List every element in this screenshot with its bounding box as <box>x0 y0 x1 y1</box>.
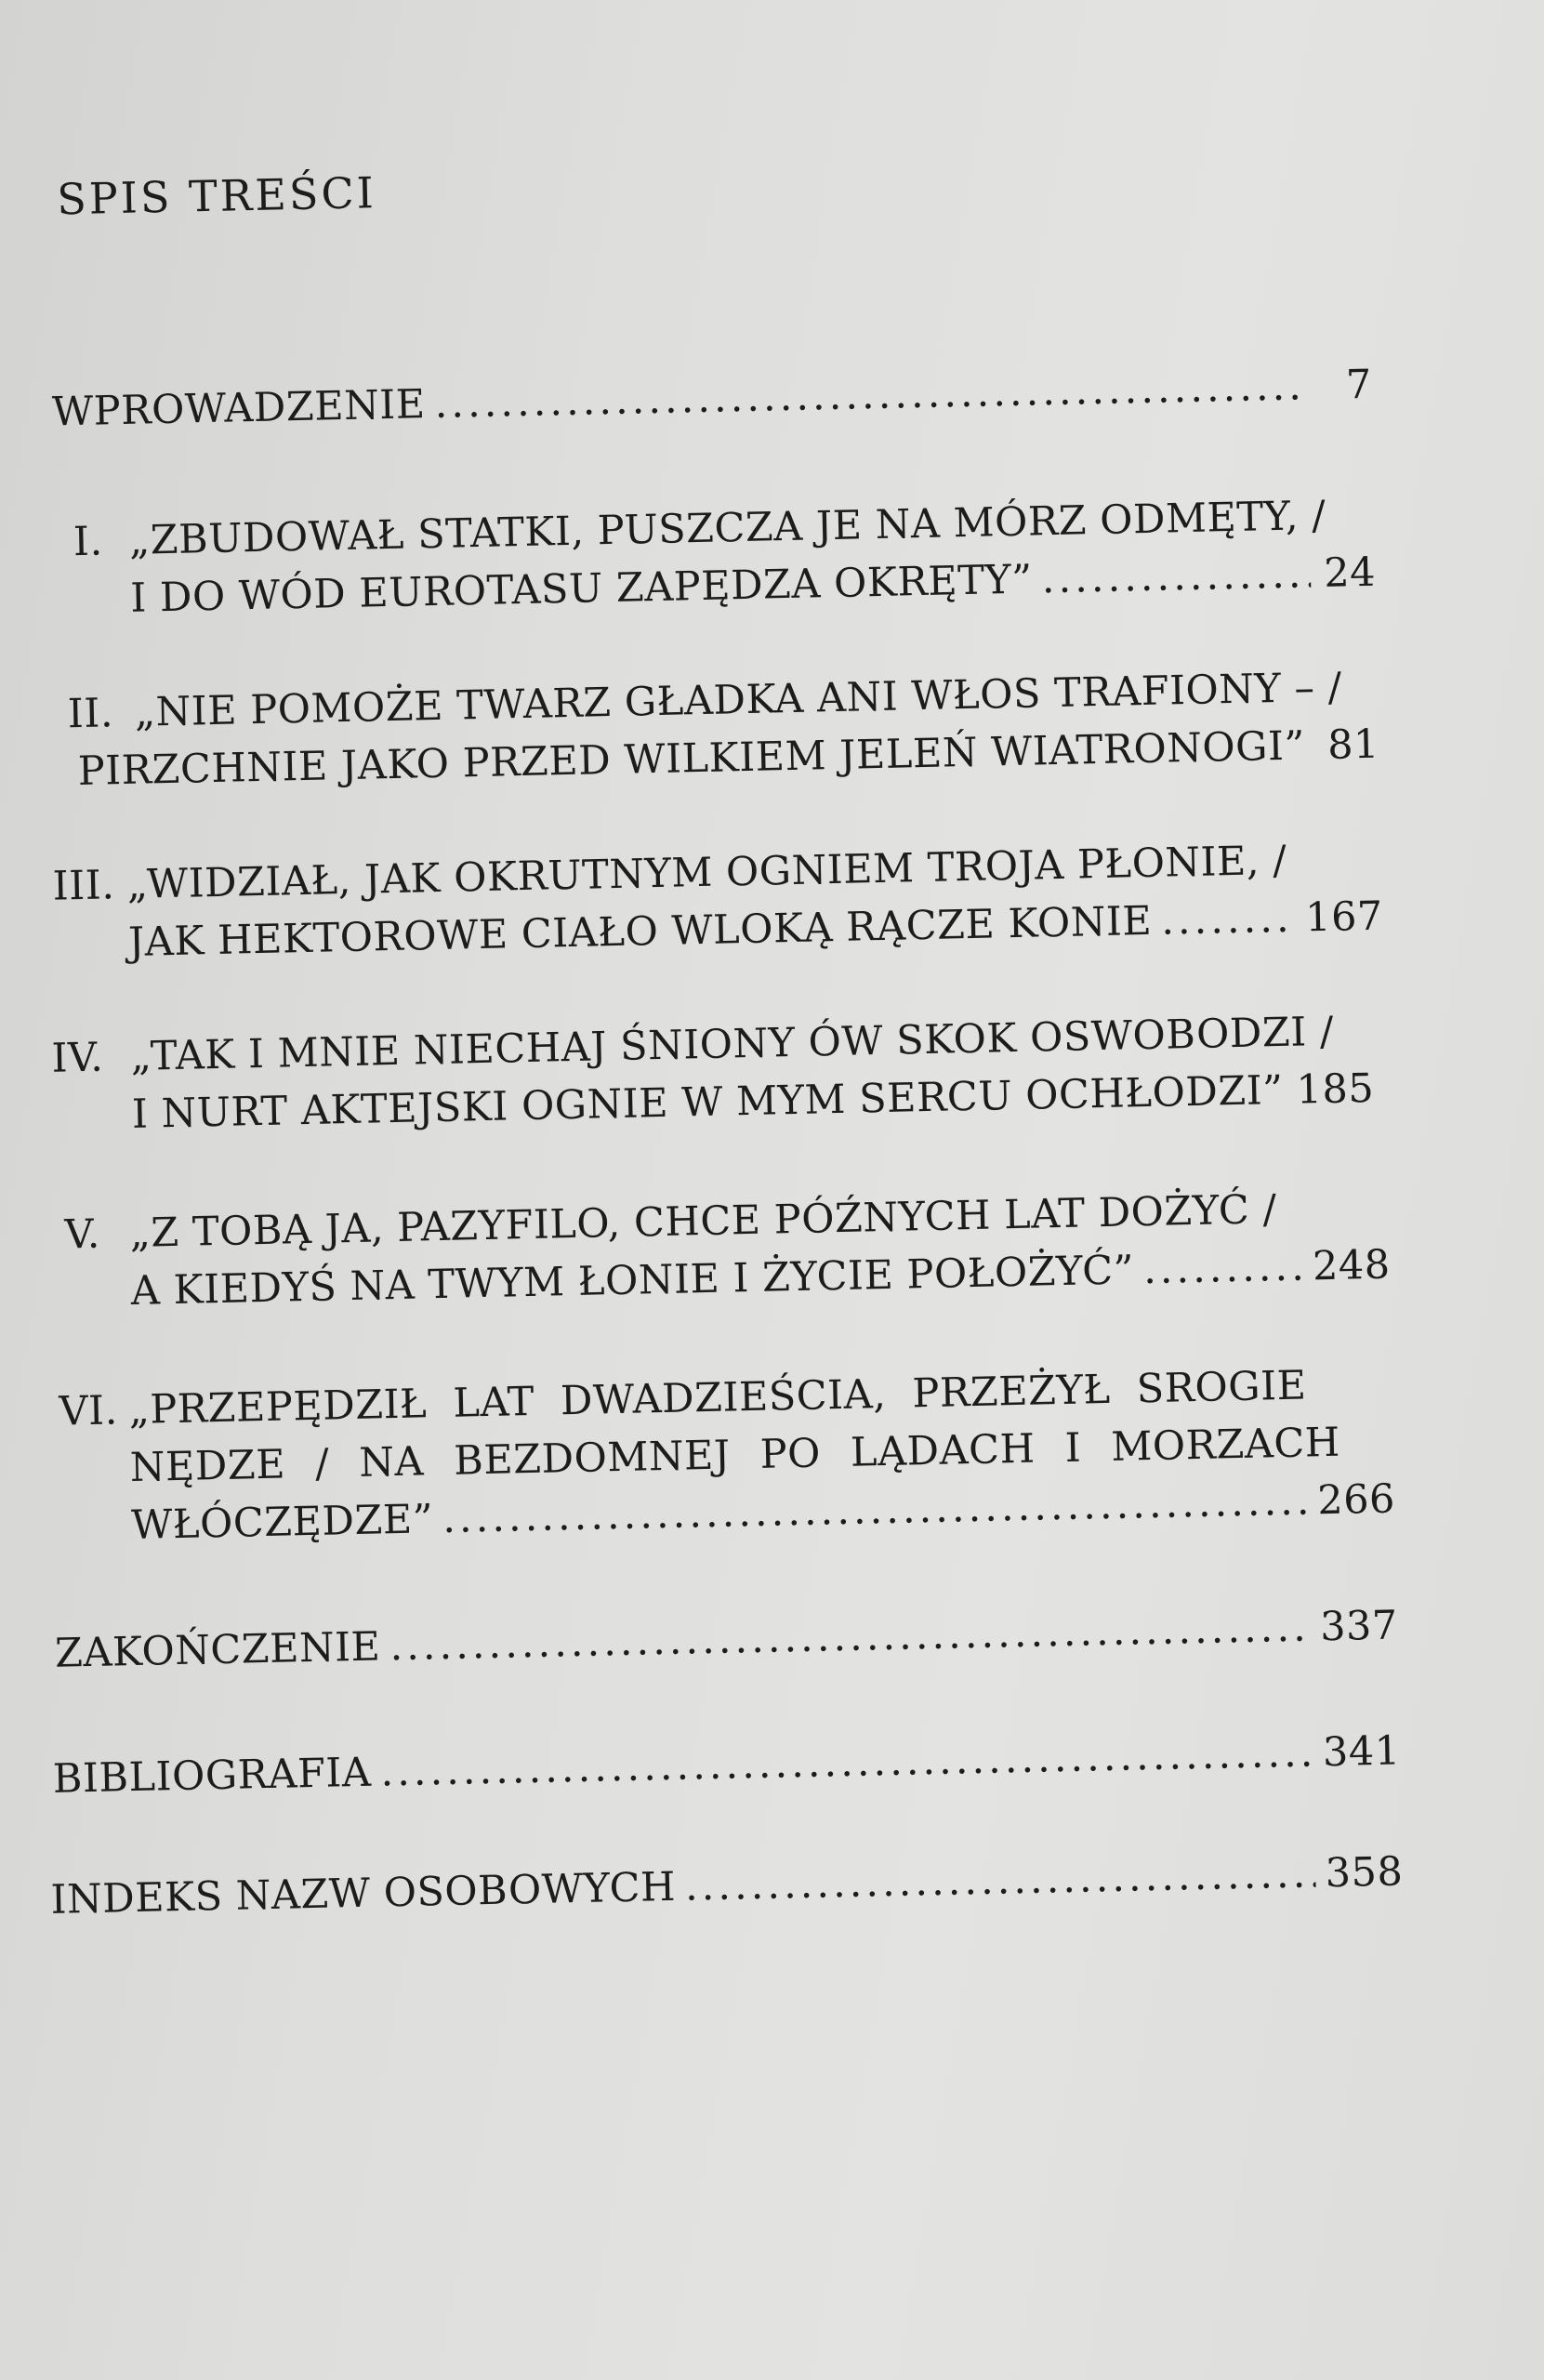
toc-entry-bibliography <box>52 1722 1401 1807</box>
chapter-number: III. <box>52 862 115 910</box>
entry-page-number: 185 <box>1296 1064 1375 1114</box>
entry-title-line-2: A KIEDYŚ NA TWYM ŁONIE I ŻYCIE POŁOŻYĆ” <box>130 1247 1135 1315</box>
entry-page-number: 7 <box>1345 361 1373 409</box>
dot-leader <box>684 1844 1316 1915</box>
chapter-number: VI. <box>59 1387 119 1435</box>
dot-leader <box>1041 545 1312 608</box>
entry-title-line-1: „NIE POMOŻE TWARZ GŁADKA ANI WŁOS TRAFIONY – / <box>134 664 1343 736</box>
entry-page-number: 358 <box>1325 1848 1404 1897</box>
entry-title: ZAKOŃCZENIE <box>54 1623 381 1677</box>
entry-page-number: 266 <box>1316 1475 1396 1525</box>
chapter-number: I. <box>73 518 104 566</box>
entry-title-line-2: JAK HEKTOROWE CIAŁO WLOKĄ RĄCZE KONIE <box>127 897 1153 966</box>
entry-title-line-1: „TAK I MNIE NIECHAJ ŚNIONY ÓW SKOK OSWOBODZI / <box>130 1008 1335 1080</box>
toc-entry-chapter-1 <box>73 486 1376 628</box>
chapter-number: V. <box>64 1210 101 1259</box>
entry-title-line-2: I NURT AKTEJSKI OGNIE W MYM SERCU OCHŁODZI” <box>131 1066 1285 1138</box>
entry-title-line-1: „PRZEPĘDZIŁ LAT DWADZIEŚCIA, PRZEŻYŁ SROGIE <box>128 1362 1307 1435</box>
entry-page-number: 81 <box>1326 721 1380 769</box>
dot-leader <box>389 1598 1312 1675</box>
toc-entry-chapter-6 <box>59 1355 1396 1556</box>
chapter-number: II. <box>67 690 114 738</box>
toc-entry-chapter-4 <box>51 1002 1387 1145</box>
page-title: SPIS TREŚCI <box>56 167 377 225</box>
entry-title-line-2: NĘDZE / NA BEZDOMNEJ PO LĄDACH I MORZACH <box>129 1419 1341 1492</box>
dot-leader <box>1161 890 1297 950</box>
entry-title-line-3: WŁÓCZĘDZE” <box>130 1496 434 1550</box>
chapter-number: IV. <box>51 1034 104 1082</box>
entry-page-number: 248 <box>1312 1241 1392 1290</box>
entry-title-line-1: „Z TOBĄ JA, PAZYFILO, CHCE PÓŹNYCH LAT DOŻYĆ / <box>129 1186 1277 1257</box>
entry-page-number: 337 <box>1319 1602 1399 1651</box>
entry-title: INDEKS NAZW OSOBOWYCH <box>50 1863 677 1924</box>
entry-title-line-2: I DO WÓD EUROTASU ZAPĘDZA OKRĘTY” <box>129 556 1034 622</box>
entry-title: BIBLIOGRAFIA <box>52 1749 372 1803</box>
entry-page-number: 167 <box>1304 892 1384 942</box>
entry-title-line-1: „ZBUDOWAŁ STATKI, PUSZCZA JE NA MÓRZ ODMĘTY, / <box>128 492 1326 564</box>
toc-entry-conclusion <box>54 1597 1398 1683</box>
entry-title: WPROWADZENIE <box>51 381 427 436</box>
toc-entry-chapter-2 <box>67 658 1379 801</box>
dot-leader <box>1142 1238 1303 1300</box>
entry-page-number: 24 <box>1323 549 1377 597</box>
dot-leader <box>1313 717 1314 774</box>
entry-title-line-1: „WIDZIAŁ, JAK OKRUTNYM OGNIEM TROJA PŁONIE, / <box>126 837 1287 908</box>
entry-page-number: 341 <box>1322 1727 1402 1777</box>
toc-entry-introduction <box>51 356 1372 442</box>
toc-entry-chapter-3 <box>52 830 1383 973</box>
dot-leader <box>380 1724 1314 1801</box>
entry-title-line-2: PIRZCHNIE JAKO PRZED WILKIEM JELEŃ WIATRONOGI” <box>77 722 1306 796</box>
toc-entry-chapter-5 <box>64 1179 1391 1322</box>
dot-leader <box>434 357 1307 433</box>
toc-entry-index <box>50 1843 1404 1928</box>
